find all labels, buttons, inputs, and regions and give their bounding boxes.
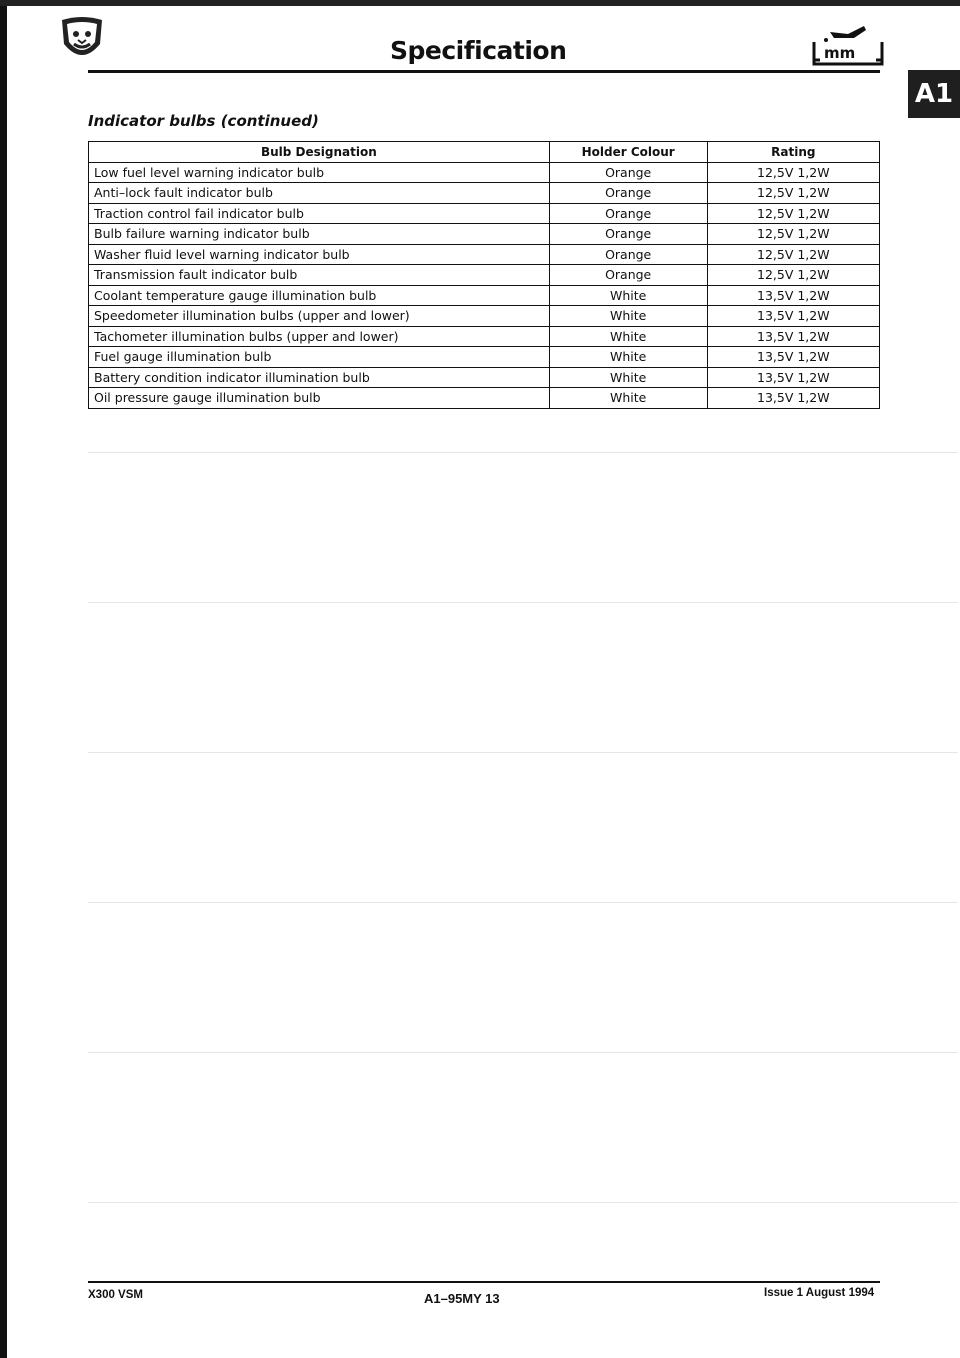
holder-colour: Orange — [549, 224, 707, 245]
table-header-row — [89, 142, 880, 163]
scan-guide-line — [88, 752, 958, 753]
table-row — [89, 388, 880, 409]
holder-colour: White — [549, 285, 707, 306]
table-row — [89, 285, 880, 306]
header-rating: Rating — [707, 142, 879, 163]
table-row — [89, 183, 880, 204]
bulb-rating: 12,5V 1,2W — [707, 224, 879, 245]
bulb-designation: Fuel gauge illumination bulb — [89, 347, 550, 368]
footer-manual-code: X300 VSM — [88, 1289, 143, 1301]
holder-colour: Orange — [549, 203, 707, 224]
bulb-rating: 13,5V 1,2W — [707, 306, 879, 327]
holder-colour: Orange — [549, 244, 707, 265]
bulb-designation: Battery condition indicator illumination bulb — [89, 367, 550, 388]
bulb-rating: 12,5V 1,2W — [707, 203, 879, 224]
table-row — [89, 162, 880, 183]
table-row — [89, 367, 880, 388]
bulb-rating: 12,5V 1,2W — [707, 244, 879, 265]
table-row — [89, 224, 880, 245]
footer-issue-date: Issue 1 August 1994 — [764, 1287, 875, 1299]
bulb-rating: 13,5V 1,2W — [707, 326, 879, 347]
holder-colour: Orange — [549, 265, 707, 286]
section-heading: Indicator bulbs (continued) — [88, 112, 319, 130]
table-row — [89, 203, 880, 224]
section-tab: A1 — [908, 70, 960, 118]
scan-guide-line — [88, 902, 958, 903]
holder-colour: Orange — [549, 162, 707, 183]
bulb-designation: Speedometer illumination bulbs (upper and lower) — [89, 306, 550, 327]
footer-page-number: A1–95MY 13 — [424, 1291, 500, 1306]
holder-colour: White — [549, 347, 707, 368]
header-bulb-designation: Bulb Designation — [89, 142, 550, 163]
bulb-designation: Washer fluid level warning indicator bulb — [89, 244, 550, 265]
footer-rule — [88, 1281, 880, 1283]
bulb-rating: 13,5V 1,2W — [707, 347, 879, 368]
bulb-rating: 13,5V 1,2W — [707, 285, 879, 306]
holder-colour: Orange — [549, 183, 707, 204]
header-holder-colour: Holder Colour — [549, 142, 707, 163]
bulb-designation: Coolant temperature gauge illumination bulb — [89, 285, 550, 306]
page-top-strip — [0, 0, 960, 6]
jaguar-logo-icon — [56, 14, 108, 66]
table-row — [89, 347, 880, 368]
bulb-designation: Low fuel level warning indicator bulb — [89, 162, 550, 183]
scan-guide-line — [88, 1052, 958, 1053]
bulb-designation: Bulb failure warning indicator bulb — [89, 224, 550, 245]
bulb-designation: Oil pressure gauge illumination bulb — [89, 388, 550, 409]
holder-colour: White — [549, 367, 707, 388]
page-title: Specification — [390, 36, 567, 65]
bulb-designation: Traction control fail indicator bulb — [89, 203, 550, 224]
bulb-rating: 13,5V 1,2W — [707, 367, 879, 388]
table-row — [89, 306, 880, 327]
bulb-designation: Anti–lock fault indicator bulb — [89, 183, 550, 204]
oil-can-measure-icon — [808, 22, 888, 68]
holder-colour: White — [549, 306, 707, 327]
bulb-rating: 13,5V 1,2W — [707, 388, 879, 409]
page-edge-bar — [0, 0, 7, 1358]
bulb-designation: Tachometer illumination bulbs (upper and lower) — [89, 326, 550, 347]
table-row — [89, 244, 880, 265]
holder-colour: White — [549, 388, 707, 409]
table-row — [89, 265, 880, 286]
bulb-designation: Transmission fault indicator bulb — [89, 265, 550, 286]
bulb-rating: 12,5V 1,2W — [707, 265, 879, 286]
header-rule — [88, 70, 880, 73]
bulb-rating: 12,5V 1,2W — [707, 183, 879, 204]
bulb-table — [88, 141, 880, 409]
mm-unit-label: mm — [824, 44, 856, 62]
holder-colour: White — [549, 326, 707, 347]
scan-guide-line — [88, 452, 958, 453]
bulb-rating: 12,5V 1,2W — [707, 162, 879, 183]
table-row — [89, 326, 880, 347]
scan-guide-line — [88, 1202, 958, 1203]
scan-guide-line — [88, 602, 958, 603]
